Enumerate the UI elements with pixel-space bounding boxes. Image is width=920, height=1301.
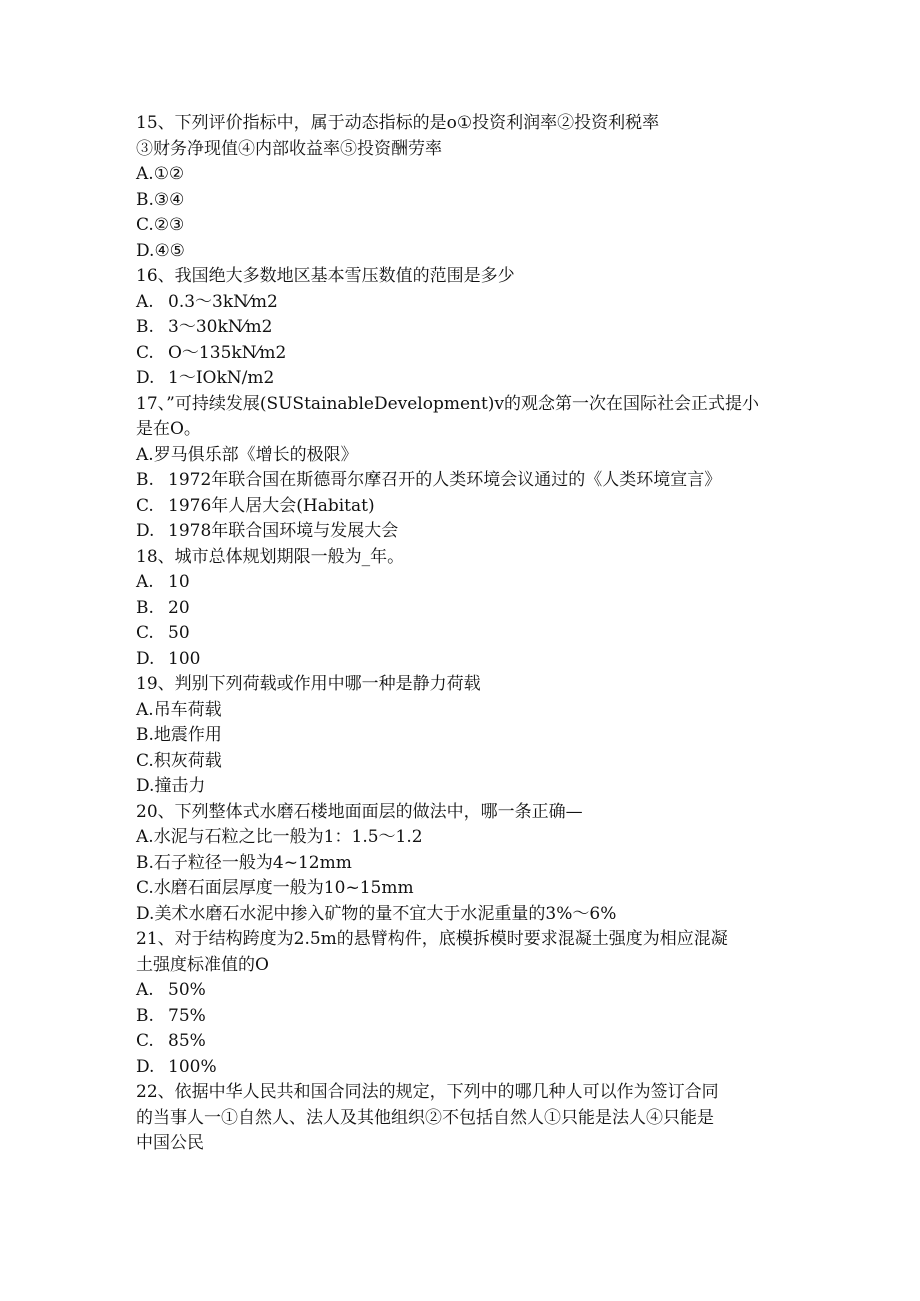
answer-option bbox=[136, 825, 786, 851]
option-text: O～135kN⁄m2 bbox=[168, 342, 287, 363]
option-text: 1～IOkN/m2 bbox=[168, 368, 275, 388]
answer-option bbox=[136, 902, 786, 928]
answer-option bbox=[136, 647, 786, 673]
option-letter: B. bbox=[136, 1005, 154, 1026]
option-text: 撞击力 bbox=[154, 776, 206, 796]
question-item bbox=[136, 800, 786, 928]
option-text: 地震作用 bbox=[153, 725, 222, 745]
question-stem-line: 16、我国绝大多数地区基本雪压数值的范围是多少 bbox=[136, 266, 515, 286]
question-stem-line: 22、依据中华人民共和国合同法的规定，下列中的哪几种人可以作为签订合同 bbox=[136, 1082, 719, 1102]
option-letter: A. bbox=[136, 444, 154, 465]
answer-option bbox=[136, 443, 786, 469]
question-stem-line: 18、城市总体规划期限一般为_年。 bbox=[136, 546, 405, 567]
option-letter: B. bbox=[136, 317, 154, 337]
option-letter: D. bbox=[136, 240, 155, 261]
option-text: 100 bbox=[168, 648, 201, 669]
answer-option bbox=[136, 468, 786, 494]
answer-option bbox=[136, 851, 786, 877]
question-item bbox=[136, 545, 786, 673]
option-letter: B. bbox=[136, 852, 154, 873]
option-letter: D. bbox=[136, 521, 155, 541]
option-letter: A. bbox=[136, 164, 154, 184]
option-text: 罗马俱乐部《增长的极限》 bbox=[153, 444, 358, 465]
answer-option bbox=[136, 315, 786, 341]
answer-option bbox=[136, 1029, 786, 1055]
question-item bbox=[136, 1080, 786, 1157]
option-text: ①② bbox=[153, 164, 185, 184]
question-stem-line: 21、对于结构跨度为2.5m的悬臂构件，底模拆模时要求混凝土强度为相应混凝 bbox=[136, 929, 728, 949]
answer-option bbox=[136, 876, 786, 902]
answer-option bbox=[136, 494, 786, 520]
question-item bbox=[136, 927, 786, 1080]
option-text: 水泥与石粒之比一般为1：1.5～1.2 bbox=[153, 827, 423, 847]
question-list bbox=[136, 111, 786, 1157]
answer-option bbox=[136, 213, 786, 239]
option-text: 100% bbox=[168, 1056, 217, 1077]
answer-option bbox=[136, 774, 786, 800]
option-letter: B. bbox=[136, 470, 154, 490]
question-stem-line: 的当事人一①自然人、法人及其他组织②不包括自然人①只能是法人④只能是 bbox=[136, 1107, 714, 1128]
question-item bbox=[136, 264, 786, 392]
option-text: 10 bbox=[168, 572, 190, 592]
option-text: ②③ bbox=[153, 215, 185, 235]
question-item bbox=[136, 672, 786, 800]
question-item bbox=[136, 111, 786, 264]
option-letter: C. bbox=[136, 1031, 154, 1051]
answer-option bbox=[136, 290, 786, 316]
option-letter: C. bbox=[136, 750, 154, 771]
option-letter: B. bbox=[136, 597, 154, 618]
question-stem-line: 土强度标准值的O bbox=[136, 954, 269, 975]
option-text: 美术水磨石水泥中掺入矿物的量不宜大于水泥重量的3%～6% bbox=[154, 903, 617, 924]
answer-option bbox=[136, 698, 786, 724]
option-text: 50% bbox=[168, 980, 206, 1000]
option-letter: C. bbox=[136, 215, 154, 235]
option-letter: A. bbox=[136, 699, 154, 720]
option-letter: C. bbox=[136, 342, 154, 363]
answer-option bbox=[136, 1004, 786, 1030]
option-text: 1976年人居大会(Habitat) bbox=[168, 495, 375, 516]
option-letter: A. bbox=[136, 291, 154, 312]
answer-option bbox=[136, 978, 786, 1004]
option-letter: B. bbox=[136, 725, 154, 745]
answer-option bbox=[136, 596, 786, 622]
option-text: 3～30kN⁄m2 bbox=[168, 317, 273, 337]
option-letter: A. bbox=[136, 572, 154, 592]
answer-option bbox=[136, 239, 786, 265]
answer-option bbox=[136, 749, 786, 775]
option-text: 0.3～3kN⁄m2 bbox=[168, 291, 278, 312]
option-text: 50 bbox=[168, 623, 190, 643]
answer-option bbox=[136, 341, 786, 367]
option-letter: D. bbox=[136, 903, 155, 924]
option-text: 积灰荷载 bbox=[153, 750, 222, 771]
option-text: 85% bbox=[168, 1031, 206, 1051]
option-letter: C. bbox=[136, 623, 154, 643]
option-text: 水磨石面层厚度一般为10~15mm bbox=[153, 878, 414, 898]
answer-option bbox=[136, 162, 786, 188]
option-text: ③④ bbox=[153, 189, 185, 210]
answer-option bbox=[136, 1055, 786, 1081]
option-text: 1978年联合国环境与发展大会 bbox=[168, 521, 399, 541]
option-letter: A. bbox=[136, 827, 154, 847]
question-stem-line: 17、”可持续发展(SUStainableDevelopment)v的观念第一次在国际社会正式提小 bbox=[136, 393, 760, 414]
option-text: 1972年联合国在斯德哥尔摩召开的人类环境会议通过的《人类环境宣言》 bbox=[168, 470, 722, 490]
answer-option bbox=[136, 570, 786, 596]
option-text: 75% bbox=[168, 1005, 206, 1026]
answer-option bbox=[136, 723, 786, 749]
option-text: 吊车荷载 bbox=[153, 699, 222, 720]
option-letter: C. bbox=[136, 878, 154, 898]
option-letter: C. bbox=[136, 495, 154, 516]
question-stem-line: 15、下列评价指标中，属于动态指标的是o①投资利润率②投资利税率 bbox=[136, 113, 660, 133]
answer-option bbox=[136, 366, 786, 392]
answer-option bbox=[136, 188, 786, 214]
question-stem-line: 20、下列整体式水磨石楼地面面层的做法中，哪一条正确— bbox=[136, 801, 583, 822]
option-letter: A. bbox=[136, 980, 154, 1000]
option-text: 石子粒径一般为4~12mm bbox=[153, 852, 352, 873]
option-letter: D. bbox=[136, 1056, 155, 1077]
option-letter: B. bbox=[136, 189, 154, 210]
option-letter: D. bbox=[136, 368, 155, 388]
answer-option bbox=[136, 621, 786, 647]
question-stem-line: 19、判别下列荷载或作用中哪一种是静力荷载 bbox=[136, 674, 481, 694]
question-stem-line: 是在O。 bbox=[136, 419, 201, 439]
option-text: 20 bbox=[168, 597, 190, 618]
option-letter: D. bbox=[136, 776, 155, 796]
question-stem-line: 中国公民 bbox=[136, 1133, 204, 1153]
question-item bbox=[136, 392, 786, 545]
option-text: ④⑤ bbox=[154, 240, 185, 261]
answer-option bbox=[136, 519, 786, 545]
option-letter: D. bbox=[136, 648, 155, 669]
question-stem-line: ③财务净现值④内部收益率⑤投资酬劳率 bbox=[136, 138, 442, 159]
